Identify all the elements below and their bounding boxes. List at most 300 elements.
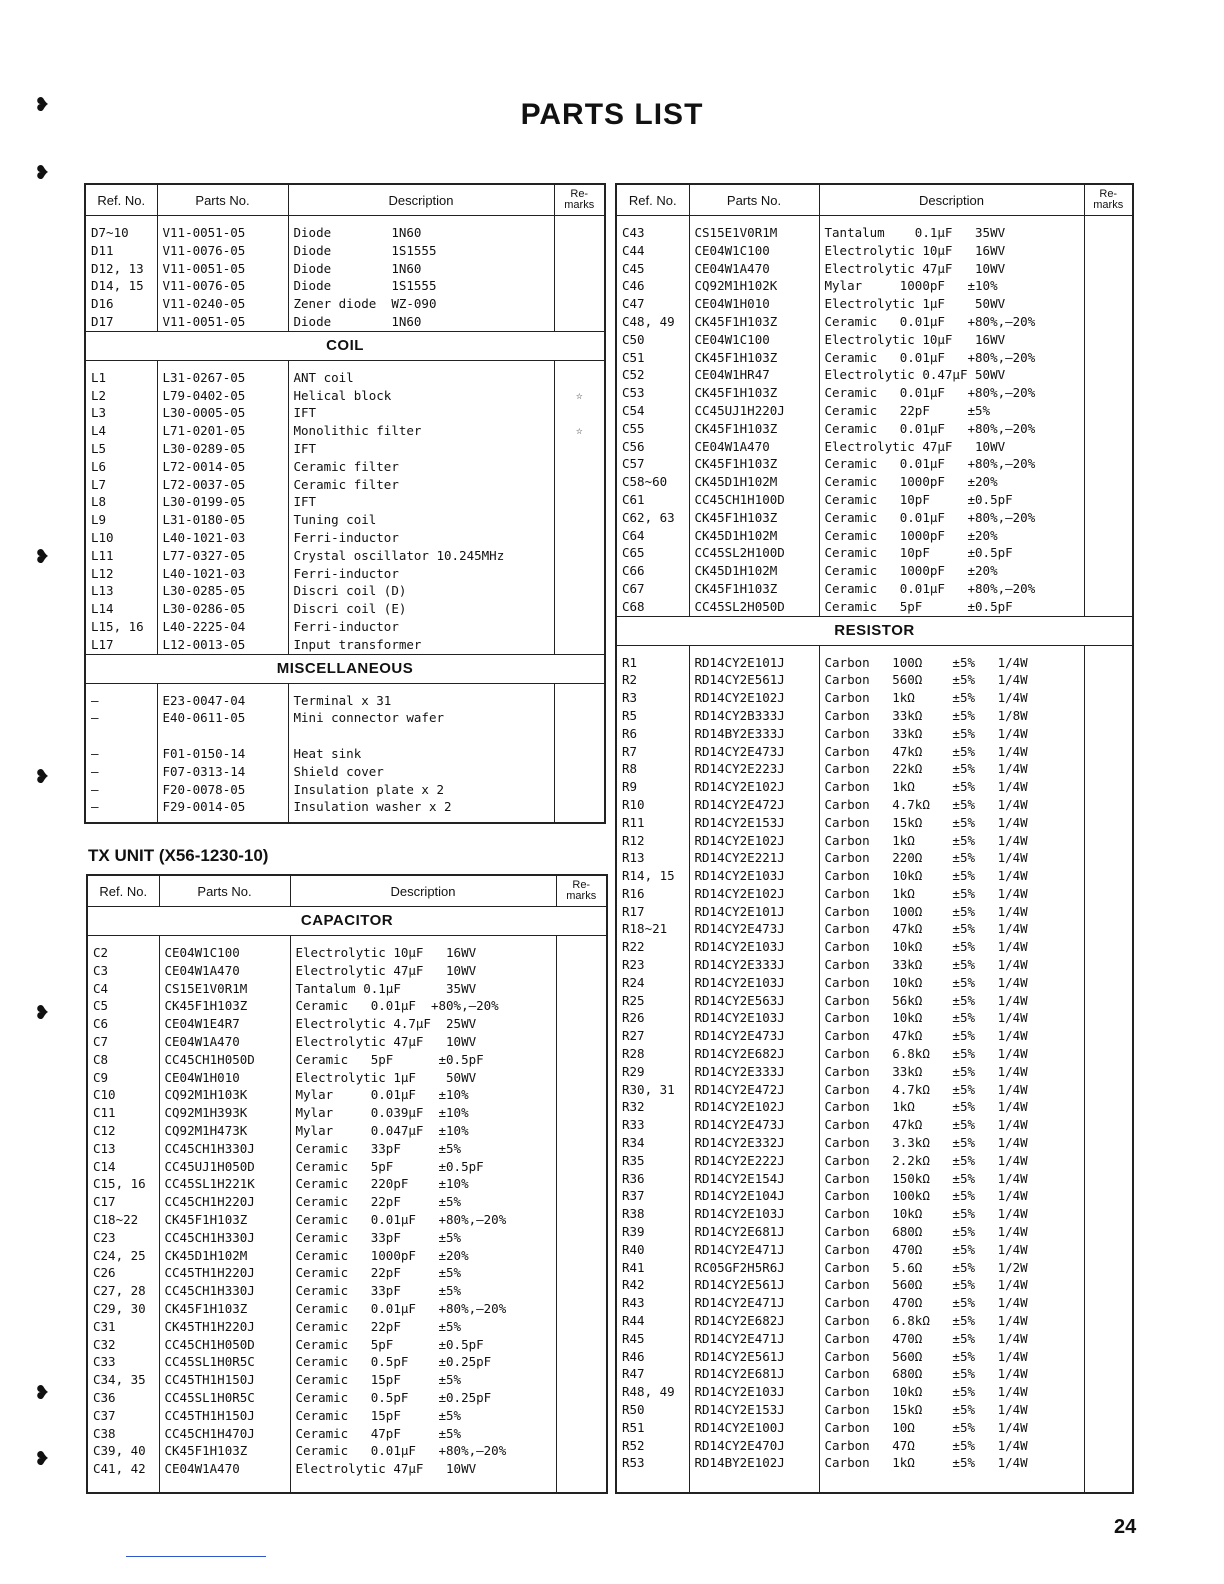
table-row [87, 1229, 607, 1247]
description-cell: Carbon 10kΩ ±5% 1/4W [819, 1009, 1084, 1027]
remarks-cell [556, 1264, 607, 1282]
parts-no-cell: RD14BY2E102J [689, 1454, 819, 1472]
description-cell: Terminal x 31 [288, 683, 554, 709]
table-row [616, 1152, 1133, 1170]
description-cell: Carbon 470Ω ±5% 1/4W [819, 1294, 1084, 1312]
remarks-cell [554, 476, 605, 494]
description-cell: Ceramic 1000pF ±20% [819, 527, 1084, 545]
col-parts-header: Parts No. [159, 875, 290, 907]
remarks-cell: ☆ [554, 387, 605, 405]
remarks-cell [1084, 1276, 1133, 1294]
table-row [85, 781, 605, 799]
description-cell: Carbon 33kΩ ±5% 1/4W [819, 956, 1084, 974]
remarks-cell [1084, 1383, 1133, 1401]
description-cell: Ceramic filter [288, 458, 554, 476]
parts-no-cell: CC45UJ1H050D [159, 1158, 290, 1176]
remarks-cell [1084, 438, 1133, 456]
description-cell: Carbon 10kΩ ±5% 1/4W [819, 938, 1084, 956]
ref-no-cell: C50 [616, 331, 689, 349]
table-row [85, 709, 605, 727]
remarks-cell [1084, 598, 1133, 616]
remarks-cell [1084, 420, 1133, 438]
remarks-cell [1084, 349, 1133, 367]
ref-no-cell: D12, 13 [85, 260, 157, 278]
description-cell: Ceramic 22pF ±5% [819, 402, 1084, 420]
ref-no-cell: L11 [85, 547, 157, 565]
description-cell: Tantalum 0.1μF 35WV [290, 980, 556, 998]
description-cell: Carbon 47kΩ ±5% 1/4W [819, 920, 1084, 938]
table-row [87, 1051, 607, 1069]
table-row [616, 920, 1133, 938]
description-cell: Carbon 10kΩ ±5% 1/4W [819, 867, 1084, 885]
description-cell: Ceramic 5pF ±0.5pF [819, 598, 1084, 616]
table-row [616, 260, 1133, 278]
parts-no-cell: L72-0014-05 [157, 458, 288, 476]
table-row [616, 277, 1133, 295]
description-cell: Carbon 680Ω ±5% 1/4W [819, 1365, 1084, 1383]
page-title: PARTS LIST [520, 98, 704, 131]
table-row [616, 509, 1133, 527]
table-row [616, 778, 1133, 796]
parts-no-cell: RD14CY2E103J [689, 867, 819, 885]
remarks-cell [554, 727, 605, 745]
description-cell: Carbon 10Ω ±5% 1/4W [819, 1419, 1084, 1437]
parts-no-cell: RD14CY2E223J [689, 760, 819, 778]
description-cell: Ceramic 33pF ±5% [290, 1140, 556, 1158]
description-cell: Carbon 47Ω ±5% 1/4W [819, 1437, 1084, 1455]
ref-no-cell: R3 [616, 689, 689, 707]
remarks-cell [554, 277, 605, 295]
table-row [85, 636, 605, 654]
parts-no-cell: L40-1021-03 [157, 565, 288, 583]
table-row [85, 360, 605, 386]
parts-no-cell: L30-0199-05 [157, 493, 288, 511]
ref-no-cell: C6 [87, 1015, 159, 1033]
ref-no-cell: C4 [87, 980, 159, 998]
table-row [87, 980, 607, 998]
table-row [616, 725, 1133, 743]
table-row [616, 796, 1133, 814]
description-cell: Ceramic 0.01μF +80%,–20% [819, 420, 1084, 438]
ref-no-cell: R32 [616, 1098, 689, 1116]
description-cell: Electrolytic 0.47μF 50WV [819, 366, 1084, 384]
description-cell: Insulation washer x 2 [288, 798, 554, 816]
parts-no-cell: L31-0267-05 [157, 360, 288, 386]
ref-no-cell: R5 [616, 707, 689, 725]
filler-cell [556, 1478, 607, 1493]
ref-no-cell: R1 [616, 645, 689, 671]
parts-no-cell: F29-0014-05 [157, 798, 288, 816]
description-cell: Carbon 100Ω ±5% 1/4W [819, 903, 1084, 921]
table-row [85, 260, 605, 278]
parts-no-cell: RD14CY2E153J [689, 1401, 819, 1419]
remarks-cell [554, 440, 605, 458]
parts-no-cell: V11-0051-05 [157, 313, 288, 331]
remarks-cell [1084, 216, 1133, 242]
parts-no-cell: V11-0051-05 [157, 260, 288, 278]
table-row [616, 491, 1133, 509]
remarks-cell [1084, 1348, 1133, 1366]
table-row [616, 867, 1133, 885]
remarks-cell [556, 1175, 607, 1193]
table-row [85, 404, 605, 422]
parts-no-cell: V11-0076-05 [157, 242, 288, 260]
table-row [616, 832, 1133, 850]
col-remarks-header: Re- marks [556, 875, 607, 907]
remarks-cell: ☆ [554, 422, 605, 440]
table-row [616, 295, 1133, 313]
parts-no-cell: RD14CY2E472J [689, 1081, 819, 1099]
remarks-cell [1084, 1294, 1133, 1312]
ref-no-cell: R39 [616, 1223, 689, 1241]
description-cell: Carbon 10kΩ ±5% 1/4W [819, 974, 1084, 992]
remarks-cell [1084, 580, 1133, 598]
table-row [616, 580, 1133, 598]
col-desc-header: Description [819, 184, 1084, 216]
table-row [87, 1300, 607, 1318]
remarks-cell [1084, 832, 1133, 850]
ref-no-cell: R53 [616, 1454, 689, 1472]
table-row [616, 1348, 1133, 1366]
parts-no-cell: L79-0402-05 [157, 387, 288, 405]
description-cell: Heat sink [288, 745, 554, 763]
filler-cell [290, 1478, 556, 1493]
ref-no-cell: L2 [85, 387, 157, 405]
parts-no-cell: RD14CY2E103J [689, 1205, 819, 1223]
description-cell: Ceramic 33pF ±5% [290, 1229, 556, 1247]
filler-cell [87, 1478, 159, 1493]
description-cell: Ceramic 33pF ±5% [290, 1282, 556, 1300]
description-cell: Carbon 220Ω ±5% 1/4W [819, 849, 1084, 867]
remarks-cell [556, 1158, 607, 1176]
remarks-cell [1084, 707, 1133, 725]
parts-no-cell: RD14CY2E561J [689, 1348, 819, 1366]
table-row [616, 242, 1133, 260]
parts-no-cell: CC45CH1H220J [159, 1193, 290, 1211]
description-cell: Carbon 1kΩ ±5% 1/4W [819, 832, 1084, 850]
parts-no-cell: RD14CY2E470J [689, 1437, 819, 1455]
description-cell: Ceramic 22pF ±5% [290, 1193, 556, 1211]
table-row [616, 473, 1133, 491]
remarks-cell [1084, 1241, 1133, 1259]
remarks-cell [554, 798, 605, 816]
description-cell: Carbon 6.8kΩ ±5% 1/4W [819, 1312, 1084, 1330]
remarks-cell [1084, 1330, 1133, 1348]
remarks-cell [1084, 1401, 1133, 1419]
parts-no-cell: RD14CY2E101J [689, 903, 819, 921]
table-row [616, 527, 1133, 545]
ref-no-cell: C31 [87, 1318, 159, 1336]
remarks-cell [556, 1282, 607, 1300]
parts-no-cell: RD14CY2E473J [689, 1027, 819, 1045]
remarks-cell [556, 1371, 607, 1389]
remarks-cell [1084, 1134, 1133, 1152]
ref-no-cell: C7 [87, 1033, 159, 1051]
ref-no-cell: L6 [85, 458, 157, 476]
table-row [85, 313, 605, 331]
ref-no-cell: C46 [616, 277, 689, 295]
ref-no-cell: C17 [87, 1193, 159, 1211]
ref-no-cell: R47 [616, 1365, 689, 1383]
ref-no-cell: L4 [85, 422, 157, 440]
table-row [616, 1437, 1133, 1455]
col-ref-header: Ref. No. [85, 184, 157, 216]
ref-no-cell: C11 [87, 1104, 159, 1122]
table-row [616, 1223, 1133, 1241]
description-cell: Ceramic 0.01μF +80%,–20% [290, 997, 556, 1015]
table-row [616, 216, 1133, 242]
remarks-cell [556, 1300, 607, 1318]
table-row [616, 689, 1133, 707]
description-cell: Electrolytic 47μF 10WV [290, 962, 556, 980]
description-cell: Carbon 10kΩ ±5% 1/4W [819, 1205, 1084, 1223]
ref-no-cell: R23 [616, 956, 689, 974]
remarks-cell [556, 1229, 607, 1247]
ref-no-cell: R37 [616, 1187, 689, 1205]
description-cell: Mini connector wafer [288, 709, 554, 727]
table-row [616, 1187, 1133, 1205]
section-title: RESISTOR [616, 616, 1133, 645]
table-row [87, 1318, 607, 1336]
description-cell: Ferri-inductor [288, 618, 554, 636]
table-row [87, 1336, 607, 1354]
parts-no-cell: RD14CY2E100J [689, 1419, 819, 1437]
remarks-cell [1084, 1454, 1133, 1472]
remarks-cell [1084, 903, 1133, 921]
remarks-cell [554, 600, 605, 618]
parts-no-cell: CC45SL1H221K [159, 1175, 290, 1193]
table-row [616, 707, 1133, 725]
parts-no-cell: CK45D1H102M [689, 473, 819, 491]
description-cell: Ceramic 22pF ±5% [290, 1318, 556, 1336]
parts-table-left-bottom [86, 874, 608, 1494]
remarks-cell [556, 1353, 607, 1371]
table-row [616, 349, 1133, 367]
remarks-cell [554, 763, 605, 781]
table-row [87, 1211, 607, 1229]
ref-no-cell: C33 [87, 1353, 159, 1371]
table-row [616, 1045, 1133, 1063]
remarks-cell [1084, 938, 1133, 956]
ref-no-cell: — [85, 745, 157, 763]
description-cell: Electrolytic 10μF 16WV [819, 331, 1084, 349]
remarks-cell [556, 980, 607, 998]
ref-no-cell: C58~60 [616, 473, 689, 491]
table-row [616, 1383, 1133, 1401]
table-row [616, 903, 1133, 921]
parts-no-cell: CE04W1E4R7 [159, 1015, 290, 1033]
ref-no-cell: L10 [85, 529, 157, 547]
table-row [616, 885, 1133, 903]
ref-no-cell: C41, 42 [87, 1460, 159, 1478]
description-cell: Carbon 100Ω ±5% 1/4W [819, 645, 1084, 671]
parts-no-cell: RD14CY2E103J [689, 974, 819, 992]
parts-no-cell: RD14CY2E222J [689, 1152, 819, 1170]
ref-no-cell: — [85, 709, 157, 727]
ref-no-cell: C23 [87, 1229, 159, 1247]
description-cell: Carbon 33kΩ ±5% 1/8W [819, 707, 1084, 725]
ref-no-cell: D11 [85, 242, 157, 260]
table-row [616, 331, 1133, 349]
parts-no-cell: CC45TH1H150J [159, 1371, 290, 1389]
ref-no-cell: C67 [616, 580, 689, 598]
parts-no-cell: RD14CY2E471J [689, 1330, 819, 1348]
parts-no-cell: CE04W1C100 [689, 242, 819, 260]
description-cell: Discri coil (D) [288, 582, 554, 600]
table-row [87, 1460, 607, 1478]
punch-mark: ❥ [36, 1380, 50, 1405]
description-cell: Carbon 47kΩ ±5% 1/4W [819, 743, 1084, 761]
ref-no-cell: C27, 28 [87, 1282, 159, 1300]
ref-no-cell: L13 [85, 582, 157, 600]
ref-no-cell: R27 [616, 1027, 689, 1045]
table-row [87, 997, 607, 1015]
ref-no-cell: C55 [616, 420, 689, 438]
ref-no-cell: L3 [85, 404, 157, 422]
parts-no-cell: CQ92M1H393K [159, 1104, 290, 1122]
description-cell: Insulation plate x 2 [288, 781, 554, 799]
remarks-cell [1084, 689, 1133, 707]
parts-no-cell: CK45D1H102M [689, 527, 819, 545]
parts-no-cell: CK45F1H103Z [689, 580, 819, 598]
ref-no-cell: — [85, 798, 157, 816]
section-title: COIL [85, 331, 605, 360]
table-row [87, 1122, 607, 1140]
description-cell: Electrolytic 10μF 16WV [290, 936, 556, 962]
remarks-cell [1084, 1152, 1133, 1170]
description-cell: Carbon 10kΩ ±5% 1/4W [819, 1383, 1084, 1401]
remarks-cell [556, 1086, 607, 1104]
parts-no-cell: CC45TH1H150J [159, 1407, 290, 1425]
description-cell: Carbon 560Ω ±5% 1/4W [819, 1348, 1084, 1366]
description-cell: Zener diode WZ-090 [288, 295, 554, 313]
table-row [616, 956, 1133, 974]
ref-no-cell: R51 [616, 1419, 689, 1437]
parts-no-cell: CE04W1H010 [689, 295, 819, 313]
remarks-cell [1084, 849, 1133, 867]
table-row [616, 366, 1133, 384]
table-row [616, 1259, 1133, 1277]
remarks-cell [1084, 645, 1133, 671]
punch-mark: ❥ [36, 92, 50, 117]
parts-no-cell: RD14CY2E153J [689, 814, 819, 832]
remarks-cell [556, 1336, 607, 1354]
filler-cell [157, 816, 288, 823]
table-row [85, 277, 605, 295]
parts-no-cell: RD14CY2E221J [689, 849, 819, 867]
table-row [85, 600, 605, 618]
col-desc-header: Description [290, 875, 556, 907]
description-cell: ANT coil [288, 360, 554, 386]
punch-mark: ❥ [36, 1000, 50, 1025]
parts-no-cell: L31-0180-05 [157, 511, 288, 529]
ref-no-cell: C57 [616, 455, 689, 473]
description-cell: Ceramic 0.01μF +80%,–20% [819, 509, 1084, 527]
ref-no-cell: C13 [87, 1140, 159, 1158]
remarks-cell [556, 1069, 607, 1087]
table-row [616, 598, 1133, 616]
ref-no-cell: R41 [616, 1259, 689, 1277]
ref-no-cell: R52 [616, 1437, 689, 1455]
table-row [87, 1175, 607, 1193]
remarks-cell [554, 582, 605, 600]
table-row [616, 1401, 1133, 1419]
parts-no-cell: CE04W1A470 [159, 1033, 290, 1051]
description-cell: Ceramic filter [288, 476, 554, 494]
description-cell: Ceramic 220pF ±10% [290, 1175, 556, 1193]
parts-no-cell: CC45CH1H050D [159, 1336, 290, 1354]
parts-no-cell: L30-0286-05 [157, 600, 288, 618]
description-cell: Monolithic filter [288, 422, 554, 440]
parts-no-cell: RD14CY2E101J [689, 645, 819, 671]
description-cell: Ceramic 15pF ±5% [290, 1371, 556, 1389]
description-cell: Carbon 470Ω ±5% 1/4W [819, 1330, 1084, 1348]
description-cell: Tantalum 0.1μF 35WV [819, 216, 1084, 242]
table-row [616, 1116, 1133, 1134]
remarks-cell [554, 618, 605, 636]
remarks-cell [554, 404, 605, 422]
table-row [85, 565, 605, 583]
table-row [87, 1389, 607, 1407]
ref-no-cell: R26 [616, 1009, 689, 1027]
ref-no-cell: — [85, 683, 157, 709]
table-row [616, 1241, 1133, 1259]
table-row [87, 1015, 607, 1033]
ref-no-cell: R34 [616, 1134, 689, 1152]
parts-no-cell: CK45F1H103Z [159, 1442, 290, 1460]
ref-no-cell: C51 [616, 349, 689, 367]
description-cell: Ceramic 0.01μF +80%,–20% [819, 384, 1084, 402]
parts-no-cell: CE04W1A470 [159, 1460, 290, 1478]
parts-no-cell: CK45F1H103Z [689, 384, 819, 402]
parts-no-cell: RD14CY2E102J [689, 778, 819, 796]
filler-row [85, 816, 605, 823]
section-header [616, 616, 1133, 645]
ref-no-cell: R24 [616, 974, 689, 992]
table-row [85, 683, 605, 709]
remarks-cell [554, 216, 605, 242]
table-row [87, 1158, 607, 1176]
parts-no-cell: CC45TH1H220J [159, 1264, 290, 1282]
remarks-cell [1084, 743, 1133, 761]
ref-no-cell: R40 [616, 1241, 689, 1259]
description-cell: Electrolytic 10μF 16WV [819, 242, 1084, 260]
table-row [616, 1294, 1133, 1312]
table-row [87, 1247, 607, 1265]
parts-no-cell: RD14CY2E103J [689, 1009, 819, 1027]
description-cell: Ceramic 0.5pF ±0.25pF [290, 1353, 556, 1371]
parts-no-cell: L30-0005-05 [157, 404, 288, 422]
table-row [616, 1170, 1133, 1188]
parts-no-cell: CE04W1C100 [159, 936, 290, 962]
remarks-cell [556, 1389, 607, 1407]
parts-no-cell: RD14CY2E473J [689, 743, 819, 761]
description-cell: Electrolytic 47μF 10WV [290, 1033, 556, 1051]
parts-no-cell: CE04W1A470 [689, 438, 819, 456]
remarks-cell [554, 547, 605, 565]
description-cell: Ceramic 0.01μF +80%,–20% [819, 455, 1084, 473]
description-cell: Helical block [288, 387, 554, 405]
remarks-cell [1084, 491, 1133, 509]
remarks-cell [1084, 992, 1133, 1010]
description-cell: Crystal oscillator 10.245MHz [288, 547, 554, 565]
description-cell: Carbon 33kΩ ±5% 1/4W [819, 1063, 1084, 1081]
remarks-cell [1084, 1063, 1133, 1081]
ref-no-cell: C62, 63 [616, 509, 689, 527]
table-row [616, 743, 1133, 761]
remarks-cell [554, 260, 605, 278]
parts-no-cell [157, 727, 288, 745]
